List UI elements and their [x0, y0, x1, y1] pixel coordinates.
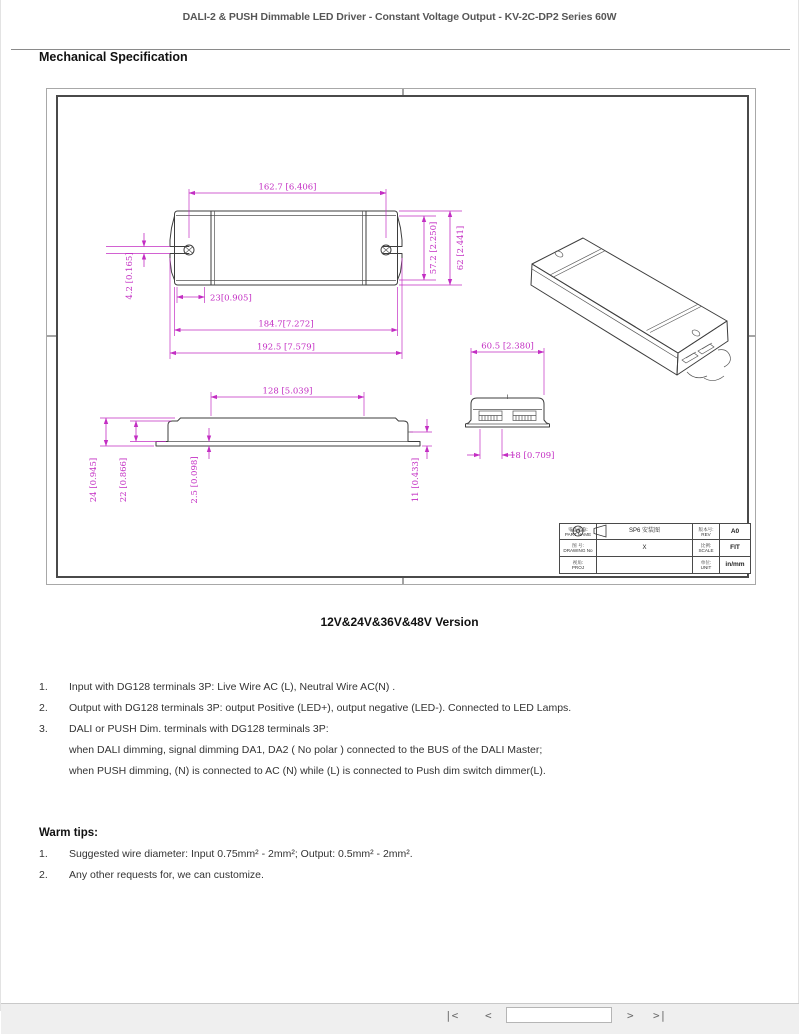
warm-tips-heading: Warm tips: [39, 826, 98, 839]
unit-label-cn: 单位: [700, 559, 712, 565]
dim-front-overall-length: 192.5 [7.579] [256, 342, 316, 353]
drawing-no-value: X [642, 544, 647, 551]
title-block-unit-label [693, 557, 720, 573]
pagination-toolbar [1, 1003, 799, 1034]
note-text: Output with DG128 terminals 3P: output Positive (LED+), output negative (LED-). Connected to LED Lamps. [69, 701, 572, 714]
terminal-block-right [513, 411, 536, 421]
dim-side-body-height: 22 [0.866] [119, 457, 129, 503]
proj-label-cn: 视角: [572, 559, 584, 565]
dim-front-mount-distance: 162.7 [6.406] [258, 182, 317, 193]
dim-front-slot-width: 4.2 [0.165] [125, 252, 135, 300]
dim-end-width: 60.5 [2.380] [481, 341, 534, 352]
drawing-no-label-en: DRAWING No [563, 547, 593, 553]
part-name-label-cn: 零件名称: [568, 526, 588, 532]
sheet-frame-outer [47, 89, 756, 585]
proj-label-en: PROJ [571, 564, 585, 570]
unit-value: in/mm [725, 561, 745, 569]
dim-side-base-height: 2.5 [0.098] [190, 456, 200, 504]
note-text: when DALI dimming, signal dimming DA1, DA2 ( No polar ) connected to the BUS of the DALI Master; [69, 743, 543, 756]
drawing-no-label-cn: 图 号: [572, 542, 584, 548]
title-block-rev-value [720, 524, 750, 540]
iso-view [531, 238, 730, 381]
dim-front-case-length: 184.7[7.272] [258, 319, 314, 330]
warm-tips-section [39, 822, 769, 885]
note-item-3 [39, 718, 769, 739]
drawing-canvas [46, 88, 756, 585]
prev-page-button[interactable]: < [481, 1007, 496, 1024]
drawing-title-block [559, 523, 751, 574]
section-title: Mechanical Specification [39, 50, 188, 64]
page-number-input[interactable] [506, 1007, 612, 1023]
terminal-block-left [479, 411, 502, 421]
note-text: Input with DG128 terminals 3P: Live Wire AC (L), Neutral Wire AC(N) . [69, 680, 396, 693]
rev-label-en: REV [701, 531, 711, 537]
note-text: DALI or PUSH Dim. terminals with DG128 terminals 3P: [69, 722, 329, 735]
iso-screw-hole-left [554, 250, 564, 259]
warm-tip-text: Any other requests for, we can customize. [69, 868, 264, 881]
dim-side-end-height: 11 [0.433] [411, 457, 421, 503]
side-view [89, 387, 432, 504]
note-number: 2. [39, 701, 48, 714]
note-text: when PUSH dimming, (N) is connected to AC (N) while (L) is connected to Push dim switch dimmer(L). [69, 764, 546, 777]
title-block-scale-value [720, 540, 750, 556]
iso-screw-hole-right [691, 329, 701, 338]
dim-front-screw-offset: 23[0.905] [210, 293, 252, 304]
title-block-drawing-no-label [560, 540, 597, 556]
warm-tip-number: 2. [39, 868, 48, 881]
mechanical-drawing [46, 88, 756, 585]
document-header-title: DALI-2 & PUSH Dimmable LED Driver - Constant Voltage Output - KV-2C-DP2 Series 60W [182, 11, 617, 23]
notes-list [39, 676, 769, 781]
warm-tip-2 [39, 864, 769, 885]
scale-label-en: SCALE [698, 547, 714, 553]
rev-value: A0 [730, 528, 740, 536]
dim-side-top-length: 128 [5.039] [262, 386, 313, 397]
part-name-label-en: PART NAME [564, 531, 592, 537]
dim-front-overall-height: 62 [2.441] [456, 225, 466, 271]
title-block-scale-label [693, 540, 720, 556]
warm-tip-text: Suggested wire diameter: Input 0.75mm² - 2mm²; Output: 0.5mm² - 2mm². [69, 847, 413, 860]
end-view [466, 342, 555, 462]
dim-front-body-height: 57.2 [2.250] [429, 221, 439, 275]
title-block-drawing-no-value [597, 540, 693, 556]
note-item-3-continuation-2 [39, 760, 769, 781]
last-page-button[interactable]: >| [649, 1007, 670, 1024]
dim-side-overall-height: 24 [0.945] [89, 457, 99, 503]
part-name-value: SP6 安装图 [628, 528, 660, 535]
next-page-button[interactable]: > [623, 1007, 638, 1024]
dim-end-terminal-pitch: 18 [0.709] [510, 451, 555, 461]
front-view [106, 183, 466, 360]
unit-label-en: UNIT [700, 564, 712, 570]
title-block-unit-value [720, 557, 750, 573]
version-caption: 12V&24V&36V&48V Version [320, 615, 479, 629]
note-number: 1. [39, 680, 48, 693]
title-block-projection-symbol [597, 557, 693, 573]
note-item-1 [39, 676, 769, 697]
warm-tip-1 [39, 843, 769, 864]
title-block-rev-label [693, 524, 720, 540]
note-item-3-continuation-1 [39, 739, 769, 760]
sheet-frame-inner [57, 96, 748, 577]
title-block-proj-label [560, 557, 597, 573]
warm-tip-number: 1. [39, 847, 48, 860]
scale-value: FIT [730, 544, 740, 552]
note-number: 3. [39, 722, 48, 735]
rev-label-cn: 版本号: [698, 526, 714, 532]
first-page-button[interactable]: |< [441, 1007, 462, 1024]
scale-label-cn: 比例: [700, 542, 712, 548]
note-item-2 [39, 697, 769, 718]
